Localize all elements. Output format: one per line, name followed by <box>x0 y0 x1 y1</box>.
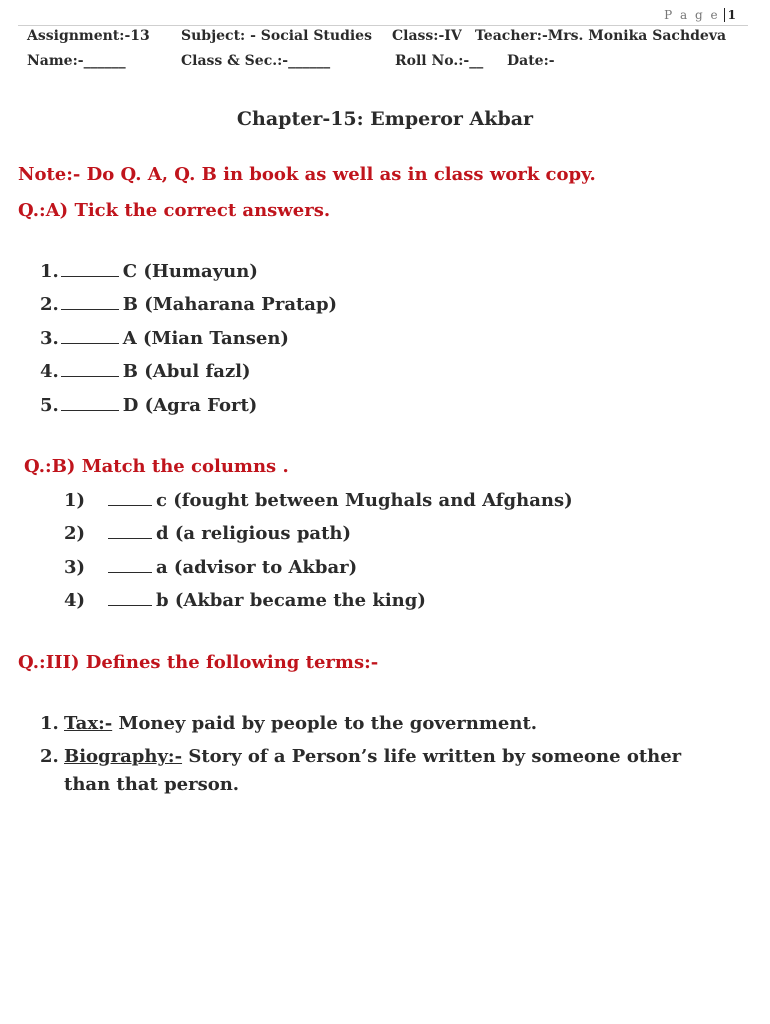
qa-item-4: 4. B (Abul fazl) <box>40 361 251 382</box>
question-b-heading: Q.:B) Match the columns . <box>24 456 289 477</box>
teacher-label: Teacher:-Mrs. Monika Sachdeva <box>475 28 727 44</box>
assignment-label: Assignment:-13 <box>27 28 150 44</box>
date-field: Date:- <box>507 53 555 69</box>
qb-item-2: 2) d (a religious path) <box>64 523 351 544</box>
page-label: P a g e <box>664 8 720 22</box>
qc-item-1: 1. Tax:- Money paid by people to the government. <box>40 713 538 734</box>
class-sec-field: Class & Sec.:-______ <box>181 53 331 69</box>
question-c-heading: Q.:III) Defines the following terms:- <box>18 652 379 673</box>
name-field: Name:-______ <box>27 53 126 69</box>
page-number <box>664 8 736 22</box>
class-label: Class:-IV <box>392 28 462 44</box>
subject-label: Subject: - Social Studies <box>181 28 372 44</box>
page-number-value: 1 <box>727 8 736 22</box>
qa-item-1: 1. C (Humayun) <box>40 261 258 282</box>
question-a-heading: Q.:A) Tick the correct answers. <box>18 200 331 221</box>
qc-item-2-continuation: than that person. <box>64 774 240 795</box>
qc-item-2: 2. Biography:- Story of a Person’s life written by someone other <box>40 746 682 767</box>
term-biography: Biography:- <box>64 746 183 767</box>
qa-item-3: 3. A (Mian Tansen) <box>40 328 289 349</box>
roll-field: Roll No.:-__ <box>395 53 484 69</box>
chapter-title: Chapter-15: Emperor Akbar <box>236 108 534 130</box>
qa-item-2: 2. B (Maharana Pratap) <box>40 294 338 315</box>
header-rule <box>18 25 748 26</box>
qb-item-4: 4) b (Akbar became the king) <box>64 590 426 611</box>
qb-item-1: 1) c (fought between Mughals and Afghans) <box>64 490 573 511</box>
qa-item-5: 5. D (Agra Fort) <box>40 395 258 416</box>
qb-item-3: 3) a (advisor to Akbar) <box>64 557 358 578</box>
note-text: Note:- Do Q. A, Q. B in book as well as in class work copy. <box>18 164 596 185</box>
term-tax: Tax:- <box>64 713 113 734</box>
